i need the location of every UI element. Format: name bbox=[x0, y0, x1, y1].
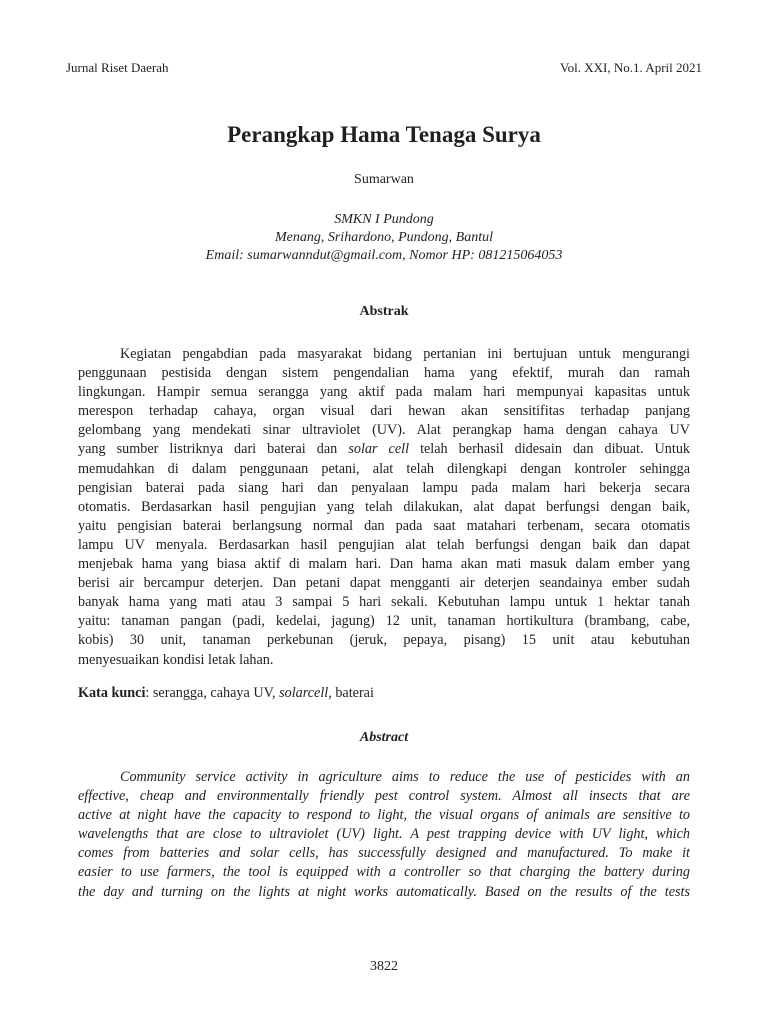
author-name: Sumarwan bbox=[354, 172, 414, 187]
abstrak-line: memudahkan di dalam penggunaan petani, alat telah dilengkapi dengan kontroler sehingga bbox=[78, 460, 690, 477]
abstract-line: comes from batteries and solar cells, has successfully designed and manufactured. To make it bbox=[78, 845, 690, 862]
journal-name: Jurnal Riset Daerah bbox=[66, 60, 169, 75]
abstract-heading: Abstract bbox=[359, 730, 409, 745]
affiliation-school: SMKN I Pundong bbox=[334, 212, 434, 227]
abstrak-body bbox=[78, 345, 690, 670]
abstrak-heading: Abstrak bbox=[359, 304, 409, 319]
abstrak-line-text: yang sumber listriknya dari baterai dan bbox=[78, 441, 349, 458]
keywords bbox=[78, 684, 690, 703]
abstract-body bbox=[78, 768, 690, 902]
keywords-text: : serangga, cahaya UV, bbox=[145, 685, 280, 701]
abstrak-line: gelombang yang mendekati sinar ultraviolet (UV). Alat perangkap hama dengan cahaya UV bbox=[78, 422, 690, 439]
abstrak-line-text: telah berhasil didesain dan dibuat. Untuk bbox=[409, 441, 691, 458]
abstract-line: the day and turning on the lights at night works automatically. Based on the results of the tests bbox=[78, 883, 690, 900]
abstrak-line: lampu UV menyala. Berdasarkan hasil pengujian alat telah berfungsi dengan baik dan dapat bbox=[78, 536, 690, 553]
abstrak-line: menjebak hama yang biasa aktif di malam hari. Dan hama akan mati masuk dalam ember yang bbox=[78, 556, 690, 573]
abstract-line: active at night have the capacity to respond to light, the visual organs of animals are sensitive to bbox=[78, 807, 690, 824]
affiliation-block bbox=[0, 211, 768, 265]
keywords-text-end: , baterai bbox=[328, 685, 374, 701]
abstrak-line: menyesuaikan kondisi letak lahan. bbox=[78, 651, 274, 668]
abstrak-line: yaitu pengisian baterai berlangsung normal dan pada saat matahari terbenam, secara otomatis bbox=[78, 517, 690, 534]
abstrak-line: banyak hama yang mati atau 3 sampai 5 hari sekali. Kebutuhan lampu untuk 1 hektar tanah bbox=[78, 594, 690, 611]
abstrak-line: lingkungan. Hampir semua serangga yang aktif pada malam hari mempunyai kapasitas untuk bbox=[78, 384, 690, 401]
keywords-label: Kata kunci bbox=[78, 685, 146, 701]
abstract-line: wavelengths that are close to ultraviolet (UV) light. A pest trapping device with UV light, which bbox=[78, 826, 690, 843]
volume-info: Vol. XXI, No.1. April 2021 bbox=[559, 60, 702, 75]
abstract-line: easier to use farmers, the tool is equipped with a controller so that charging the battery during bbox=[78, 864, 690, 881]
abstrak-line: berisi air bercampur deterjen. Dan petani dapat mengganti air deterjen seandainya ember sudah bbox=[78, 575, 690, 592]
abstrak-line: kobis) 30 unit, tanaman perkebunan (jeruk, pepaya, pisang) 15 unit atau kebutuhan bbox=[78, 632, 690, 649]
abstrak-line bbox=[78, 440, 690, 459]
abstract-line: Community service activity in agriculture aims to reduce the use of pesticides with an bbox=[120, 769, 690, 785]
abstrak-line: merespon terhadap cahaya, organ visual dari hewan akan sensitifitas terhadap panjang bbox=[78, 403, 690, 420]
running-header bbox=[66, 59, 702, 77]
abstract-line: effective, cheap and environmentally friendly pest control system. Almost all insects that are bbox=[78, 788, 690, 805]
abstrak-line: penggunaan pestisida dengan sistem pengendalian hama yang efektif, murah dan ramah bbox=[78, 365, 690, 382]
abstrak-line: Kegiatan pengabdian pada masyarakat bidang pertanian ini bertujuan untuk mengurangi bbox=[120, 346, 690, 362]
affiliation-contact: Email: sumarwanndut@gmail.com, Nomor HP: 081215064053 bbox=[205, 248, 563, 263]
keywords-italic-term: solarcell bbox=[279, 685, 329, 701]
affiliation-address: Menang, Srihardono, Pundong, Bantul bbox=[274, 230, 494, 245]
abstrak-line: otomatis. Berdasarkan hasil pengujian yang telah dilakukan, alat dapat berfungsi dengan baik, bbox=[78, 498, 690, 515]
abstrak-line: pengisian baterai pada siang hari dan penyalaan lampu pada malam hari bekerja secara bbox=[78, 479, 690, 496]
page-number: 3822 bbox=[370, 959, 398, 974]
solar-cell-term: solar cell bbox=[348, 441, 410, 458]
abstrak-line: yaitu: tanaman pangan (padi, kedelai, jagung) 12 unit, tanaman hortikultura (brambang, cabe, bbox=[78, 613, 690, 630]
paper-title: Perangkap Hama Tenaga Surya bbox=[227, 122, 541, 147]
